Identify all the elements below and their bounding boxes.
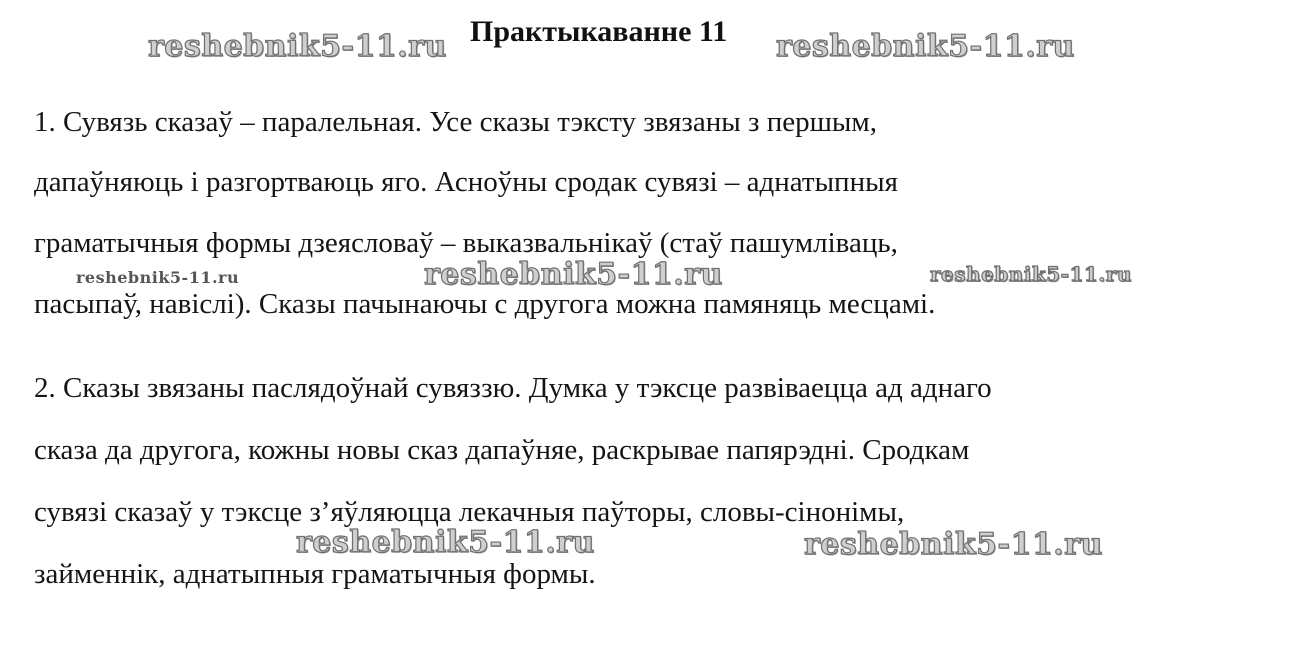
- watermark: reshebnik5-11.ru: [424, 257, 723, 292]
- paragraph-line: пасыпаў, навіслі). Сказы пачынаючы с другога можна памяняць месцамі.: [34, 288, 936, 320]
- page-title: Практыкаванне 11: [470, 15, 728, 48]
- watermark: reshebnik5-11.ru: [148, 29, 447, 64]
- paragraph-line: дапаўняюць і разгортваюць яго. Асноўны сродак сувязі – аднатыпныя: [34, 166, 898, 198]
- watermark: reshebnik5-11.ru: [776, 29, 1075, 64]
- watermark: reshebnik5-11.ru: [804, 527, 1103, 562]
- watermark: reshebnik5-11.ru: [930, 262, 1132, 286]
- watermark: reshebnik5-11.ru: [76, 268, 240, 287]
- paragraph-line: граматычныя формы дзеясловаў – выказвальнікаў (стаў пашумліваць,: [34, 227, 898, 259]
- paragraph-line: сувязі сказаў у тэксце з’яўляюцца лекачныя паўторы, словы-сінонімы,: [34, 496, 905, 528]
- paragraph-line: 1. Сувязь сказаў – паралельная. Усе сказы тэксту звязаны з першым,: [34, 106, 878, 138]
- paragraph-line: сказа да другога, кожны новы сказ дапаўняе, раскрывае папярэдні. Сродкам: [34, 434, 970, 466]
- watermark: reshebnik5-11.ru: [296, 525, 595, 560]
- paragraph-line: 2. Сказы звязаны паслядоўнай сувяззю. Думка у тэксце развіваецца ад аднаго: [34, 372, 992, 404]
- paragraph-line: займеннік, аднатыпныя граматычныя формы.: [34, 558, 596, 590]
